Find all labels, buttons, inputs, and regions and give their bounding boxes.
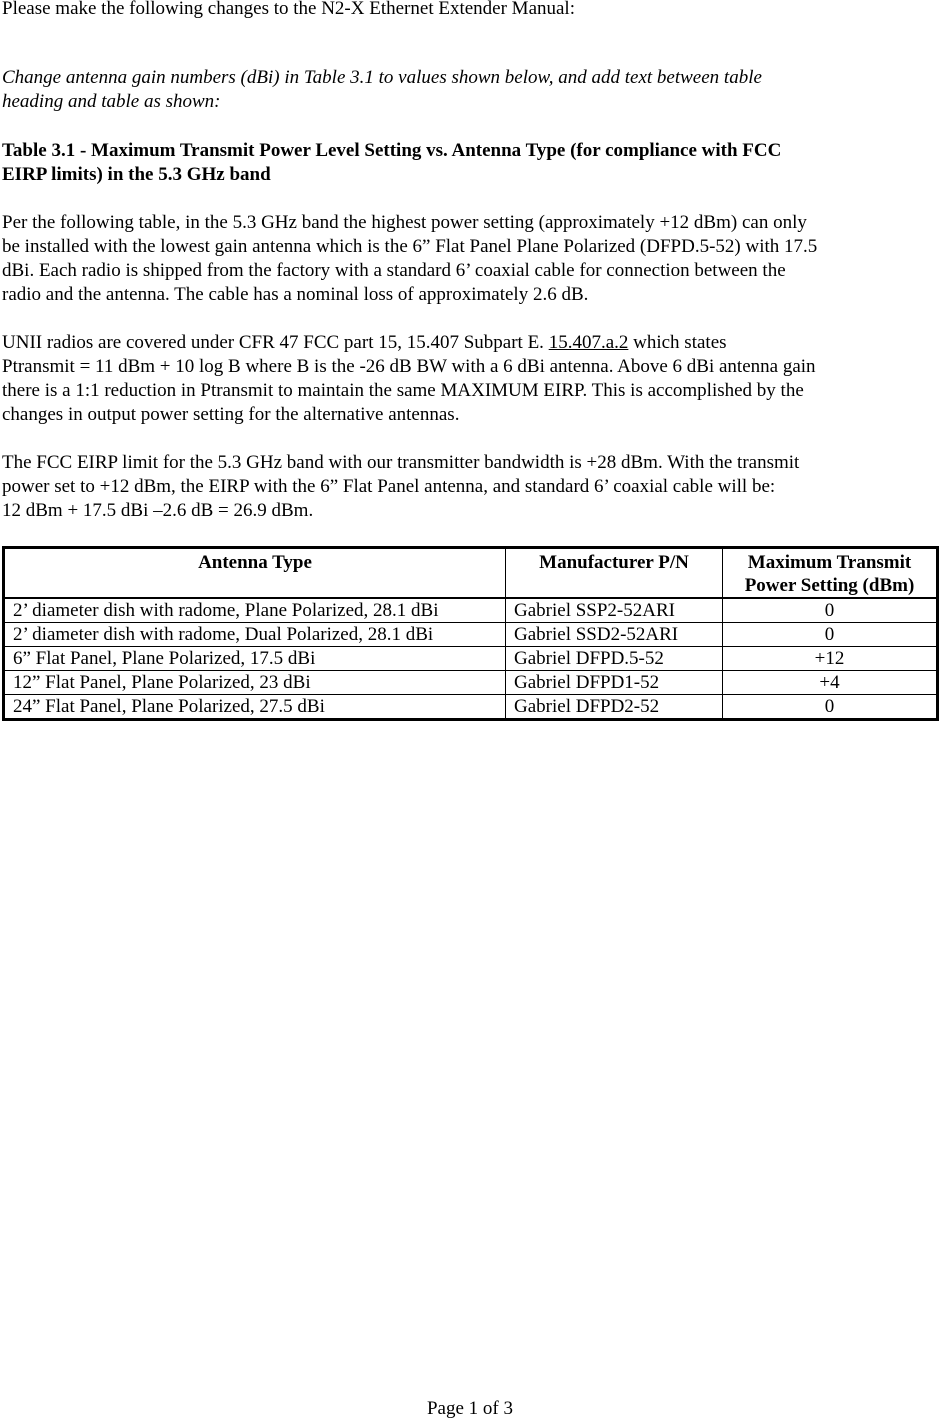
instruction-line: heading and table as shown:	[2, 91, 221, 112]
cell-antenna-type: 12” Flat Panel, Plane Polarized, 23 dBi	[4, 671, 506, 695]
table-heading	[2, 139, 902, 187]
cell-manufacturer-pn: Gabriel DFPD2-52	[506, 695, 723, 720]
paragraph-line: Per the following table, in the 5.3 GHz band the highest power setting (approximately +12 dBm) can only	[2, 212, 807, 233]
cell-antenna-type: 24” Flat Panel, Plane Polarized, 27.5 dBi	[4, 695, 506, 720]
table-row	[4, 623, 938, 647]
paragraph-line: there is a 1:1 reduction in Ptransmit to maintain the same MAXIMUM EIRP. This is accomplished by the	[2, 380, 804, 401]
table-row	[4, 598, 938, 623]
paragraph-text: which states	[628, 332, 727, 353]
cell-manufacturer-pn: Gabriel DFPD1-52	[506, 671, 723, 695]
cell-manufacturer-pn: Gabriel DFPD.5-52	[506, 647, 723, 671]
cell-antenna-type: 6” Flat Panel, Plane Polarized, 17.5 dBi	[4, 647, 506, 671]
table-row	[4, 671, 938, 695]
table-row	[4, 695, 938, 720]
paragraph-line: 12 dBm + 17.5 dBi –2.6 dB = 26.9 dBm.	[2, 500, 314, 521]
header-manufacturer-pn: Manufacturer P/N	[506, 548, 723, 599]
table-row	[4, 647, 938, 671]
cell-antenna-type: 2’ diameter dish with radome, Dual Polarized, 28.1 dBi	[4, 623, 506, 647]
paragraph-line: changes in output power setting for the alternative antennas.	[2, 404, 460, 425]
cell-max-power: 0	[723, 623, 938, 647]
paragraph-unii-regulation	[2, 331, 912, 427]
paragraph-line	[2, 331, 912, 355]
antenna-power-table	[2, 546, 939, 721]
paragraph-eirp-limit	[2, 451, 912, 523]
paragraph-line: be installed with the lowest gain antenna which is the 6” Flat Panel Plane Polarized (DFPD.5-52) with 17.5	[2, 236, 818, 257]
paragraph-power-setting	[2, 211, 912, 307]
cell-manufacturer-pn: Gabriel SSD2-52ARI	[506, 623, 723, 647]
cell-max-power: 0	[723, 598, 938, 623]
cell-max-power: +4	[723, 671, 938, 695]
paragraph-line: The FCC EIRP limit for the 5.3 GHz band with our transmitter bandwidth is +28 dBm. With the transmit	[2, 452, 800, 473]
paragraph-line: dBi. Each radio is shipped from the factory with a standard 6’ coaxial cable for connection between the	[2, 260, 786, 281]
page-number: Page 1 of 3	[426, 1398, 513, 1419]
header-max-power	[723, 548, 938, 599]
table-heading-line: Table 3.1 - Maximum Transmit Power Level Setting vs. Antenna Type (for compliance with FCC	[2, 140, 782, 161]
paragraph-line: power set to +12 dBm, the EIRP with the 6” Flat Panel antenna, and standard 6’ coaxial cable will be:	[2, 476, 776, 497]
header-max-power-line: Power Setting (dBm)	[744, 575, 915, 596]
intro-text: Please make the following changes to the N2-X Ethernet Extender Manual:	[2, 0, 575, 19]
header-max-power-line: Maximum Transmit	[747, 552, 912, 573]
cell-max-power: 0	[723, 695, 938, 720]
instruction-line: Change antenna gain numbers (dBi) in Table 3.1 to values shown below, and add text between table	[2, 67, 762, 88]
table-heading-line: EIRP limits) in the 5.3 GHz band	[2, 164, 271, 185]
paragraph-line: radio and the antenna. The cable has a nominal loss of approximately 2.6 dB.	[2, 284, 589, 305]
paragraph-text: UNII radios are covered under CFR 47 FCC part 15, 15.407 Subpart E.	[2, 332, 549, 353]
header-antenna-type: Antenna Type	[4, 548, 506, 599]
table-header-row	[4, 548, 938, 599]
cell-manufacturer-pn: Gabriel SSP2-52ARI	[506, 598, 723, 623]
cell-antenna-type: 2’ diameter dish with radome, Plane Polarized, 28.1 dBi	[4, 598, 506, 623]
regulation-link[interactable]: 15.407.a.2	[548, 332, 629, 353]
instruction-text	[2, 66, 902, 114]
paragraph-line: Ptransmit = 11 dBm + 10 log B where B is the -26 dB BW with a 6 dBi antenna. Above 6 dBi antenna gain	[2, 356, 816, 377]
cell-max-power: +12	[723, 647, 938, 671]
